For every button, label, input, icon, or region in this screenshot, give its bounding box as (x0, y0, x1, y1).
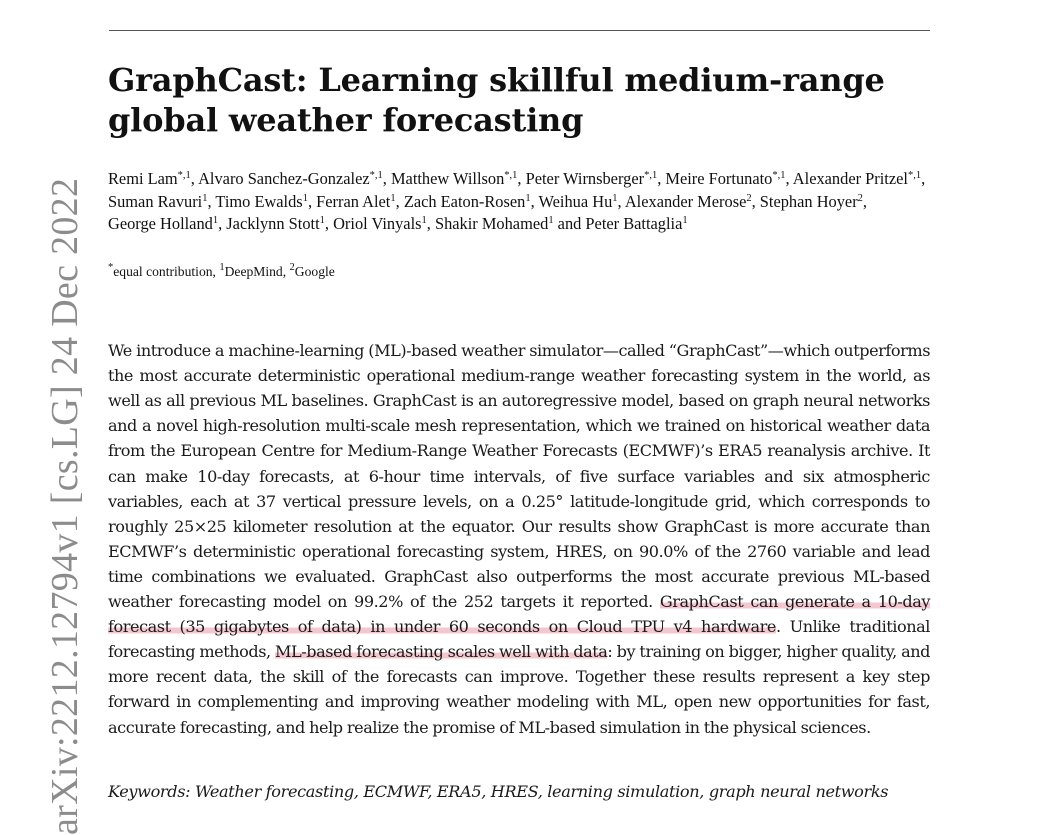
author-affiliation-mark: 1 (548, 215, 554, 227)
author-name: Peter Wirnsberger (525, 169, 645, 188)
author-separator: , (617, 191, 625, 211)
author (558, 214, 688, 233)
affiliation-2-mark: 2 (289, 262, 295, 273)
author-affiliation-mark: 1 (212, 215, 219, 227)
author (539, 192, 618, 211)
abstract-text: We introduce a machine-learning (ML)-based weather simulator—called “GraphCast”—which outperforms the most accurate deterministic operational medium-range weather forecasting system in the world, as well as all previous ML baselines. GraphCast is an autoregressive model, based on graph neural networks and a novel high-resolution multi-scale mesh representation, which we trained on historical weather data from the European Centre for Medium-Range Weather Forecasts (ECMWF)’s ERA5 reanalysis archive. It can make 10-day forecasts, at 6-hour time intervals, of five surface variables and six atmospheric variables, each at 37 vertical pressure levels, on a 0.25° latitude-longitude grid, which corresponds to roughly 25×25 kilometer resolution at the equator. Our results show GraphCast is more accurate than ECMWF’s deterministic operational forecasting system, HRES, on 90.0% of the 2760 variable and lead time combinations we evaluated. GraphCast also outperforms the most accurate previous ML-based weather forecasting model on 99.2% of the 252 targets it reported. (108, 341, 930, 612)
author-separator: , (324, 214, 334, 234)
author-separator: , (657, 169, 666, 188)
author (665, 169, 785, 188)
author-name: Meire Fortunato (665, 169, 773, 188)
author-name: Oriol Vinyals (333, 214, 422, 234)
author-name: Suman Ravuri (108, 191, 203, 211)
author (526, 169, 658, 188)
author-separator: , (785, 169, 793, 188)
author (226, 214, 325, 233)
author-affiliation-mark: 2 (746, 192, 752, 204)
author-affiliation-mark: 1 (682, 215, 688, 227)
affiliation-1-text: DeepMind, (224, 264, 290, 279)
author-list (108, 168, 930, 236)
abstract-text: : by training on bigger, higher quality, and more recent data, the skill of the forecasts can improve. Together these results represent a key step forward in complementing and improving weather modeling with ML, open new opportunities for fast, accurate forecasting, and help realize the promise of ML-based simulation in the physical sciences. (108, 642, 930, 737)
author-separator: , (382, 169, 391, 188)
author-affiliation-mark: 1 (525, 192, 531, 204)
author-separator: , (517, 169, 526, 188)
author-name: Ferran Alet (316, 191, 391, 211)
author-name: Matthew Willson (390, 169, 505, 188)
author (333, 214, 427, 233)
author (198, 169, 383, 188)
author-name: Alexander Merose (624, 191, 747, 211)
author-affiliation-mark: *,1 (772, 170, 786, 181)
affiliation-1-mark: 1 (219, 262, 225, 273)
author-affiliation-mark: 1 (302, 192, 308, 204)
author-separator: , (751, 191, 760, 211)
author-affiliation-mark: *,1 (177, 170, 191, 181)
author (108, 169, 191, 188)
abstract-text: . Unlike traditional forecasting methods, (108, 617, 930, 662)
author-name: Timo Ewalds (215, 191, 303, 211)
author-separator: , (862, 191, 868, 211)
author-affiliation-mark: *,1 (504, 170, 518, 181)
author-separator: , (218, 214, 227, 234)
author-separator: , (530, 191, 539, 211)
author-separator: , (921, 169, 926, 188)
arxiv-identifier-stamp: arXiv:2212.12794v1 [cs.LG] 24 Dec 2022 (44, 177, 86, 835)
author-name: Stephan Hoyer (759, 191, 858, 211)
author (316, 192, 395, 211)
author (108, 192, 208, 211)
affiliations (108, 263, 930, 281)
author (625, 192, 752, 211)
author-name: Shakir Mohamed (434, 214, 549, 234)
author-name: Alvaro Sanchez-Gonzalez (198, 169, 370, 188)
author (108, 214, 218, 233)
equal-contribution-text: equal contribution, (113, 264, 220, 279)
author-name: George Holland (108, 214, 213, 234)
author (793, 169, 921, 188)
keywords: Keywords: Weather forecasting, ECMWF, ERA5, HRES, learning simulation, graph neural networks (108, 782, 889, 801)
author (435, 214, 554, 233)
highlighted-text: GraphCast can generate a 10-day forecast (35 gigabytes of data) in under 60 seconds on Cloud TPU v4 hardware (108, 592, 930, 637)
author-affiliation-mark: *,1 (369, 170, 383, 181)
author-name: Jacklynn Stott (226, 214, 320, 234)
author-name: Zach Eaton-Rosen (403, 191, 526, 211)
author-separator: , (190, 169, 199, 188)
author-name: Remi Lam (108, 169, 178, 188)
author (391, 169, 517, 188)
author (404, 192, 531, 211)
author-name: Alexander Pritzel (792, 169, 908, 188)
author-separator: , (426, 214, 435, 234)
top-rule (109, 30, 930, 31)
author-affiliation-mark: *,1 (907, 170, 922, 181)
author-separator: , (207, 191, 216, 211)
abstract (108, 338, 930, 740)
author-affiliation-mark: 1 (390, 192, 396, 204)
author-separator: , (307, 191, 317, 211)
author-name: and Peter Battaglia (557, 214, 683, 234)
author-name: Weihua Hu (538, 191, 613, 211)
author-affiliation-mark: 1 (319, 215, 325, 227)
author-affiliation-mark: *,1 (644, 170, 658, 181)
author-affiliation-mark: 2 (857, 192, 863, 204)
author-affiliation-mark: 1 (421, 215, 427, 227)
highlighted-text: ML-based forecasting scales well with data (275, 642, 608, 662)
author (760, 192, 863, 211)
affiliation-2-text: Google (294, 264, 335, 279)
author-affiliation-mark: 1 (612, 192, 618, 204)
equal-contribution-mark: * (108, 262, 114, 273)
author-separator: , (395, 191, 404, 211)
author-affiliation-mark: 1 (202, 192, 208, 204)
paper-title: GraphCast: Learning skillful medium-range global weather forecasting (108, 61, 885, 139)
author (215, 192, 308, 211)
